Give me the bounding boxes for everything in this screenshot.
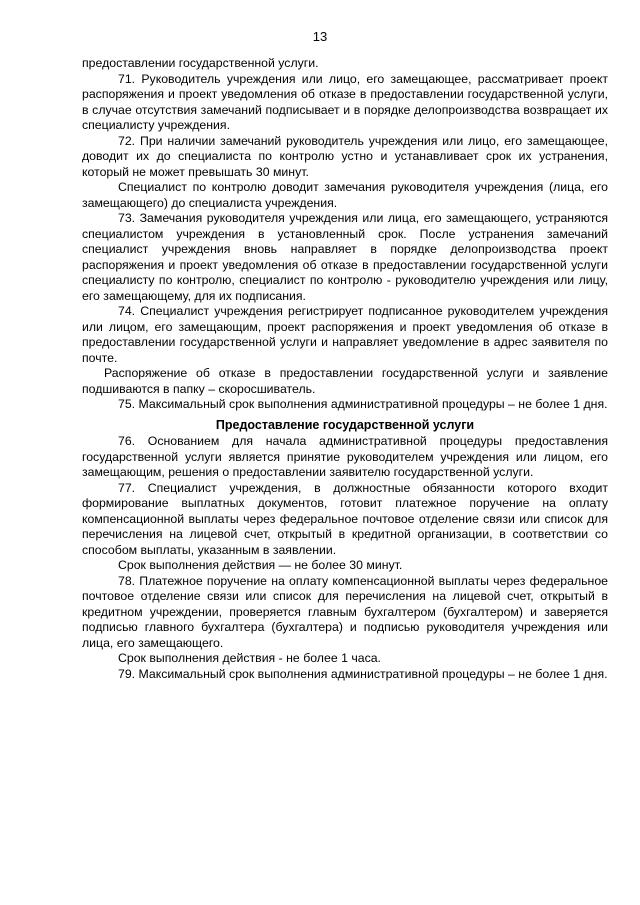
paragraph-77-deadline: Срок выполнения действия — не более 30 минут. (118, 558, 403, 572)
paragraph-78-deadline: Срок выполнения действия - не более 1 часа. (118, 651, 381, 665)
paragraph-71: 71. Руководитель учреждения или лицо, его замещающее, рассматривает проект распоряжения и проект уведомления об отказе в предоставлении государственной услуги, в случае отсутствия замечаний подписывает и в порядке делопроизводства возвращает их специалисту учреждения. (82, 71, 608, 132)
paragraph-74-note: Распоряжение об отказе в предоставлении государственной услуги и заявление подшиваются в папку – скоросшиватель. (82, 366, 608, 396)
paragraph-73: 73. Замечания руководителя учреждения или лица, его замещающего, устраняются специалистом учреждения в установленный срок. После устранения замечаний специалист учреждения вновь направляет в порядке делопроизводства проект распоряжения и проект уведомления об отказе в предоставлении государственной услуги специалисту по контролю, специалист по контролю - руководителю учреждения или лицу, его замещающему, для их подписания. (82, 211, 608, 303)
paragraph-72-note: Специалист по контролю доводит замечания руководителя учреждения (лица, его замещающего) до специалиста учреждения. (82, 180, 608, 210)
paragraph-76: 76. Основанием для начала административной процедуры предоставления государственной услуги является принятие руководителем учреждения или лицом, его замещающим, решения о предоставлении заявителю государственной услуги. (82, 434, 608, 479)
paragraph-78: 78. Платежное поручение на оплату компенсационной выплаты через федеральное почтовое отделение связи или список для перечисления на лицевой счет, открытый в кредитном учреждении, проверяется главным бухгалтером (бухгалтером) и заверяется подписью главного бухгалтера (бухгалтера) и подписью руководителя учреждения или лица, его замещающего. (82, 573, 608, 650)
paragraph-75: 75. Максимальный срок выполнения административной процедуры – не более 1 дня. (118, 397, 608, 411)
paragraph-77: 77. Специалист учреждения, в должностные обязанности которого входит формирование выплатных документов, готовит платежное поручение на оплату компенсационной выплаты через федеральное почтовое отделение связи или список для перечисления на лицевой счет, открытый в кредитной организации, в соответствии со способом выплаты, указанным в заявлении. (82, 480, 608, 557)
document-body (82, 56, 608, 682)
paragraph-72: 72. При наличии замечаний руководитель учреждения или лицо, его замещающее, доводит их до специалиста по контролю устно и устанавливает срок их устранения, который не может превышать 30 минут. (82, 133, 608, 179)
paragraph-continuation: предоставлении государственной услуги. (82, 56, 319, 70)
section-heading: Предоставление государственной услуги (215, 417, 475, 432)
paragraph-79: 79. Максимальный срок выполнения административной процедуры – не более 1 дня. (118, 666, 608, 681)
paragraph-74: 74. Специалист учреждения регистрирует подписанное руководителем учреждения или лицом, его замещающим, проект распоряжения и проект уведомления об отказе в предоставлении государственной услуги и направляет уведомление в адрес заявителя по почте. (82, 304, 608, 365)
page-number: 13 (312, 29, 328, 44)
